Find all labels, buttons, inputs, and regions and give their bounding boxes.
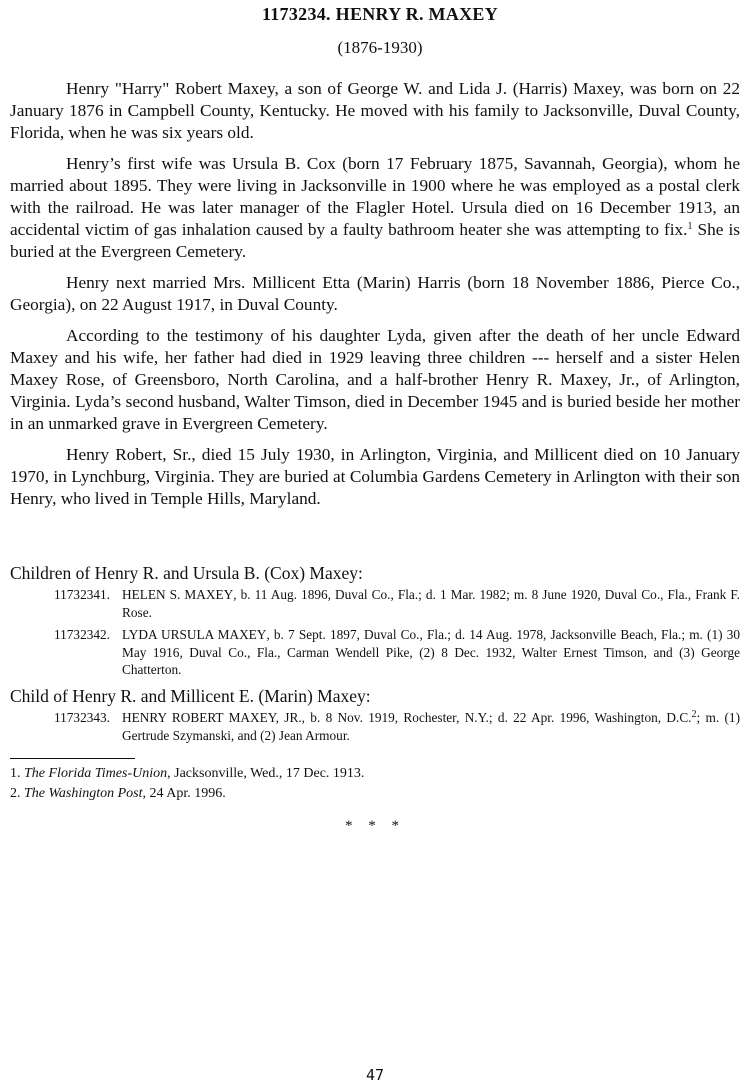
child-entry: 11732341. HELEN S. MAXEY, b. 11 Aug. 1896, Duval Co., Fla.; d. 1 Mar. 1982; m. 8 June 1920, Duval Co., Fla., Frank F. Rose. bbox=[10, 586, 740, 621]
paragraph-3: Henry next married Mrs. Millicent Etta (Marin) Harris (born 18 November 1886, Pierce Co., Georgia), on 22 August 1917, in Duval County. bbox=[10, 273, 740, 314]
footnote-2: 2. The Washington Post, 24 Apr. 1996. bbox=[10, 786, 226, 801]
footnote-ref-1: 1 bbox=[687, 221, 693, 232]
paragraph-5: Henry Robert, Sr., died 15 July 1930, in Arlington, Virginia, and Millicent died on 10 January 1970, in Lynchburg, Virginia. They are buried at Columbia Gardens Cemetery in Arlington with their son Henry, who lived in Temple Hills, Maryland. bbox=[10, 445, 740, 508]
paragraph-2: Henry’s first wife was Ursula B. Cox (born 17 February 1875, Savannah, Georgia), whom he married about 1895. They were living in Jacksonville in 1900 where he was employed as a postal clerk with the railroad. He was later manager of the Flagler Hotel. Ursula died on 16 December 1913, an accidental victim of gas inhalation caused by a faulty bathroom heater she was attempting to fix.$^1$ She is buried at the Evergreen Cemetery. bbox=[10, 154, 740, 261]
footnote-1: 1. The Florida Times-Union, Jacksonville, Wed., 17 Dec. 1913. bbox=[10, 766, 365, 781]
child-number: 11732343. bbox=[53, 710, 110, 725]
children-heading: Children of Henry R. and Ursula B. (Cox) Maxey: bbox=[10, 563, 363, 583]
section-separator: * * * bbox=[345, 818, 405, 834]
child-number: 11732341. bbox=[53, 587, 110, 602]
paragraph-1: Henry "Harry" Robert Maxey, a son of George W. and Lida J. (Harris) Maxey, was born on 22 January 1876 in Campbell County, Kentucky. He moved with his family to Jacksonville, Duval County, Florida, when he was six years old. bbox=[10, 79, 740, 142]
biography-body bbox=[10, 78, 740, 519]
footnote-ref-2: 2 bbox=[691, 709, 697, 720]
footnote-divider bbox=[10, 758, 135, 759]
footnotes bbox=[10, 764, 364, 804]
child-entry: 11732342. LYDA URSULA MAXEY, b. 7 Sept. 1897, Duval Co., Fla.; d. 14 Aug. 1978, Jacksonville Beach, Fla.; m. (1) 30 May 1916, Duval Co., Fla., Carman Wendell Pike, (2) 8 Dec. 1932, Walter Ernest Timson, and (3) George Chatterton. bbox=[10, 626, 740, 679]
paragraph-4: According to the testimony of his daughter Lyda, given after the death of her uncle Edward Maxey and his wife, her father had died in 1929 leaving three children --- herself and a sister Helen Maxey Rose, of Greensboro, North Carolina, and a half-brother Henry R. Maxey, Jr., of Arlington, Virginia. Lyda’s second husband, Walter Timson, died in December 1945 and is buried beside her mother in an unmarked grave in Evergreen Cemetery. bbox=[10, 326, 740, 433]
child-name: HENRY ROBERT MAXEY, JR. bbox=[122, 710, 302, 725]
child-name: HELEN S. MAXEY bbox=[122, 587, 234, 602]
child-number: 11732342. bbox=[53, 627, 110, 642]
entry-title: 1173234. HENRY R. MAXEY bbox=[261, 4, 499, 24]
child-name: LYDA URSULA MAXEY bbox=[122, 627, 267, 642]
life-dates: (1876-1930) bbox=[337, 38, 423, 57]
child-entry: 11732343. HENRY ROBERT MAXEY, JR., b. 8 Nov. 1919, Rochester, N.Y.; d. 22 Apr. 1996, Washington, D.C.$^2$; m. (1) Gertrude Szymanski, and (2) Jean Armour. bbox=[10, 709, 740, 744]
children-group-2 bbox=[10, 686, 740, 749]
children-group-1 bbox=[10, 563, 740, 684]
children-heading: Child of Henry R. and Millicent E. (Marin) Maxey: bbox=[10, 686, 371, 706]
page-number: 47 bbox=[365, 1066, 385, 1084]
